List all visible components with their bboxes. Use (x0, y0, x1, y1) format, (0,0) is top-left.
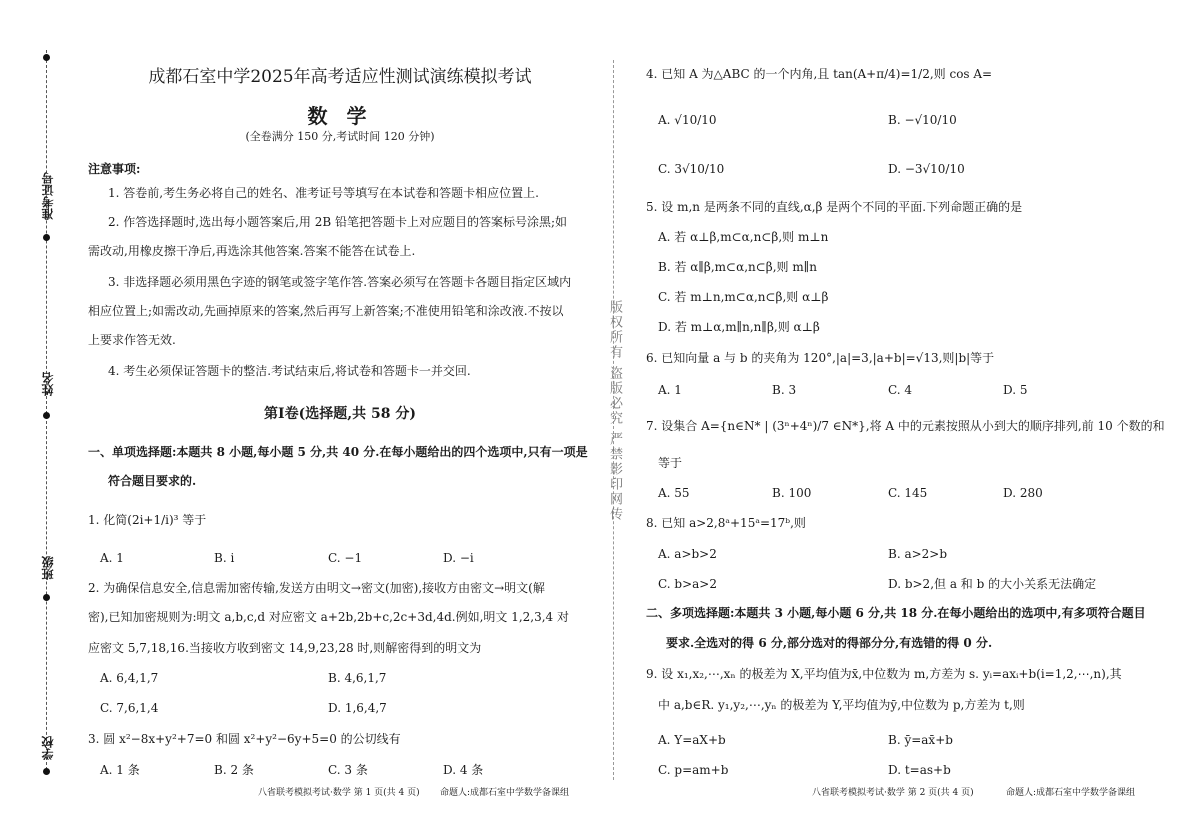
exam-note: (全卷满分 150 分,考试时间 120 分钟) (245, 130, 435, 143)
option-a: A. 6,4,1,7 (100, 671, 159, 685)
option-d: D. 280 (1003, 486, 1043, 500)
option-d: D. b>2,但 a 和 b 的大小关系无法确定 (888, 577, 1097, 591)
question-8: 8. 已知 a>2,8ᵃ+15ᵃ=17ᵇ,则 (646, 516, 806, 530)
question-1: 1. 化简(2i+1/i)³ 等于 (88, 513, 207, 527)
option-c: C. 3√10/10 (658, 162, 725, 176)
option-d: D. 4 条 (443, 763, 484, 777)
footer-author: 命题人:成都石室中学数学备课组 (440, 788, 570, 798)
question-5: 5. 设 m,n 是两条不同的直线,α,β 是两个不同的平面.下列命题正确的是 (646, 200, 1023, 214)
section2-instruction: 二、多项选择题:本题共 3 小题,每小题 6 分,共 18 分.在每小题给出的选项中,有多项符合题目 (646, 606, 1146, 620)
binding-hole (43, 412, 50, 419)
question-7: 等于 (658, 456, 683, 470)
binding-hole (43, 234, 50, 241)
binding-line (46, 50, 48, 770)
question-7: 7. 设集合 A={n∈N* | (3ⁿ+4ⁿ)/7 ∈N*},将 A 中的元素按照从小到大的顺序排列,前 10 个数的和 (646, 419, 1165, 433)
question-2: 2. 为确保信息安全,信息需加密传输,发送方由明文→密文(加密),接收方由密文→明文(解 (88, 581, 545, 595)
notice-heading: 注意事项: (88, 162, 141, 176)
option-c: C. 3 条 (328, 763, 368, 777)
binding-hole (43, 54, 50, 61)
option-b: B. 4,6,1,7 (328, 671, 387, 685)
option-d: D. 若 m⊥α,m∥n,n∥β,则 α⊥β (658, 320, 820, 334)
option-d: D. 5 (1003, 383, 1028, 397)
option-b: B. 若 α∥β,m⊂α,n⊂β,则 m∥n (658, 260, 818, 274)
option-b: B. a>2>b (888, 547, 948, 561)
notice-line: 3. 非选择题必须用黑色字迹的钢笔或签字笔作答.答案必须写在答题卡各题目指定区域内 (108, 275, 572, 289)
binding-hole (43, 594, 50, 601)
option-c: C. 若 m⊥n,m⊂α,n⊂β,则 α⊥β (658, 290, 829, 304)
question-9: 中 a,b∈R. y₁,y₂,⋯,yₙ 的极差为 Y,平均值为ȳ,中位数为 p,方差为 t,则 (658, 698, 1025, 712)
option-b: B. 100 (772, 486, 812, 500)
option-c: C. 4 (888, 383, 913, 397)
option-a: A. Y=aX+b (658, 733, 726, 747)
option-d: D. t=as+b (888, 763, 951, 777)
footer-page-1: 八省联考模拟考试·数学 第 1 页(共 4 页) (258, 788, 420, 798)
label-name: 姓名 (41, 372, 55, 396)
option-c: C. 7,6,1,4 (100, 701, 159, 715)
notice-line: 上要求作答无效. (88, 333, 176, 347)
option-a: A. 1 条 (100, 763, 140, 777)
question-6: 6. 已知向量 a 与 b 的夹角为 120°,|a|=3,|a+b|=√13,则|b|等于 (646, 351, 995, 365)
option-a: A. 若 α⊥β,m⊂α,n⊂β,则 m⊥n (658, 230, 829, 244)
option-c: C. −1 (328, 551, 363, 565)
option-a: A. 1 (100, 551, 124, 565)
option-d: D. −3√10/10 (888, 162, 965, 176)
section1-instruction: 符合题目要求的. (108, 474, 197, 488)
option-b: B. 3 (772, 383, 797, 397)
copyright-notice: 版权所有 盗版必究 严禁影印网传 (607, 300, 622, 523)
footer-author: 命题人:成都石室中学数学备课组 (1006, 788, 1136, 798)
option-a: A. a>b>2 (658, 547, 717, 561)
option-b: B. 2 条 (214, 763, 254, 777)
exam-title: 成都石室中学2025年高考适应性测试演练模拟考试 (148, 67, 532, 87)
option-a: A. 1 (658, 383, 682, 397)
option-d: D. 1,6,4,7 (328, 701, 387, 715)
binding-hole (43, 768, 50, 775)
subject-title: 数 学 (307, 104, 373, 128)
label-class: 班级 (41, 556, 55, 580)
footer-page-2: 八省联考模拟考试·数学 第 2 页(共 4 页) (812, 788, 974, 798)
notice-line: 需改动,用橡皮擦干净后,再选涂其他答案.答案不能答在试卷上. (88, 244, 416, 258)
section1-instruction: 一、单项选择题:本题共 8 小题,每小题 5 分,共 40 分.在每小题给出的四个选项中,只有一项是 (88, 445, 588, 459)
option-a: A. 55 (658, 486, 690, 500)
option-a: A. √10/10 (658, 113, 717, 127)
option-b: B. ȳ=ax̄+b (888, 733, 953, 747)
question-9: 9. 设 x₁,x₂,⋯,xₙ 的极差为 X,平均值为x̄,中位数为 m,方差为 s. yᵢ=axᵢ+b(i=1,2,⋯,n),其 (646, 667, 1122, 681)
option-d: D. −i (443, 551, 474, 565)
notice-line: 1. 答卷前,考生务必将自己的姓名、准考证号等填写在本试卷和答题卡相应位置上. (108, 186, 539, 200)
option-b: B. i (214, 551, 235, 565)
option-c: C. p=am+b (658, 763, 729, 777)
question-2: 密),已知加密规则为:明文 a,b,c,d 对应密文 a+2b,2b+c,2c+3d,4d.例如,明文 1,2,3,4 对 (88, 610, 570, 624)
label-exam-number: 准考证号 (41, 172, 55, 220)
option-b: B. −√10/10 (888, 113, 957, 127)
notice-line: 相应位置上;如需改动,先画掉原来的答案,然后再写上新答案;不准使用铅笔和涂改液.不按以 (88, 304, 564, 318)
part1-title: 第Ⅰ卷(选择题,共 58 分) (264, 406, 416, 422)
notice-line: 4. 考生必须保证答题卡的整洁.考试结束后,将试卷和答题卡一并交回. (108, 364, 471, 378)
label-school: 学校 (41, 736, 55, 760)
notice-line: 2. 作答选择题时,选出每小题答案后,用 2B 铅笔把答题卡上对应题目的答案标号涂黑;如 (108, 215, 568, 229)
question-2: 应密文 5,7,18,16.当接收方收到密文 14,9,23,28 时,则解密得到的明文为 (88, 641, 482, 655)
option-c: C. b>a>2 (658, 577, 717, 591)
question-3: 3. 圆 x²−8x+y²+7=0 和圆 x²+y²−6y+5=0 的公切线有 (88, 732, 401, 746)
option-c: C. 145 (888, 486, 928, 500)
section2-instruction: 要求.全选对的得 6 分,部分选对的得部分分,有选错的得 0 分. (666, 636, 993, 650)
question-4: 4. 已知 A 为△ABC 的一个内角,且 tan(A+π/4)=1/2,则 cos A= (646, 67, 993, 81)
